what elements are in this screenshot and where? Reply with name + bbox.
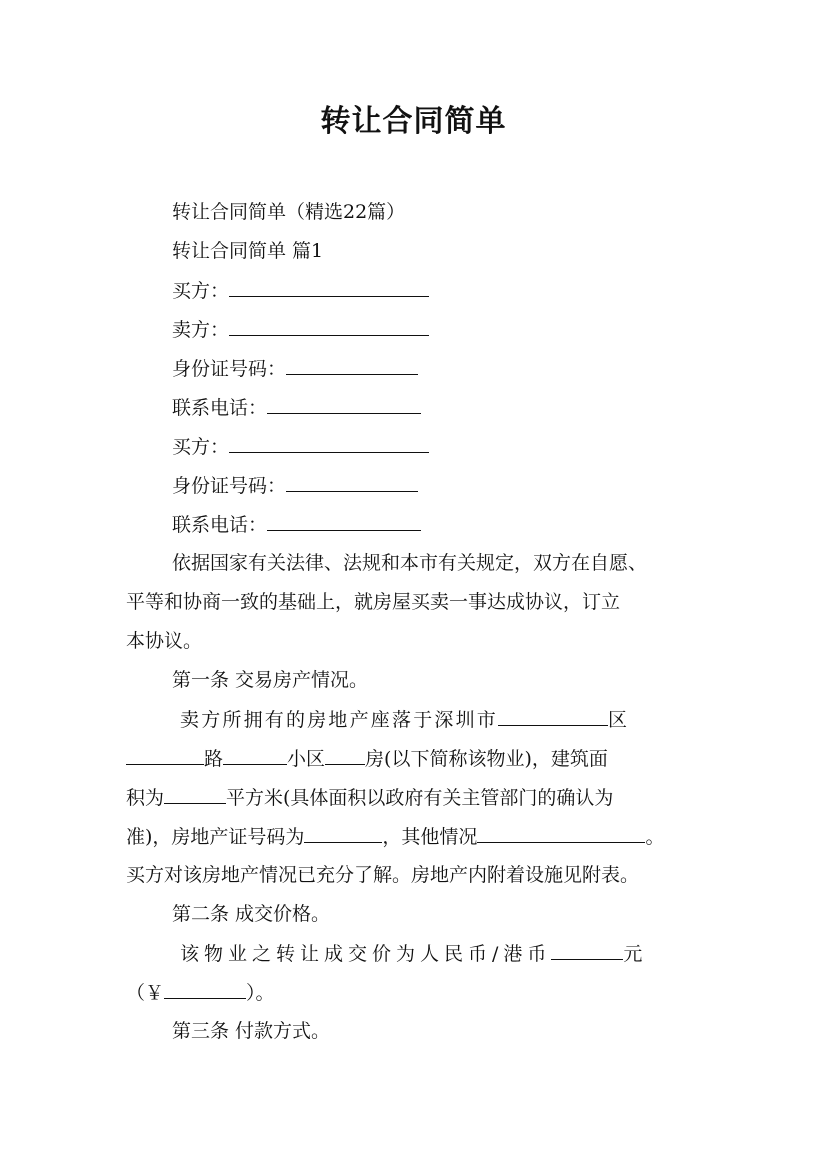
intro-line-3: 本协议。	[126, 630, 203, 652]
buyer-field	[172, 276, 429, 305]
article1-text: 卖方所拥有的房地产座落于深圳市	[180, 709, 499, 731]
article1-line-1	[180, 705, 629, 734]
article2-heading: 第二条 成交价格。	[172, 903, 331, 925]
community-blank[interactable]	[223, 744, 287, 765]
article1-line-2	[126, 744, 608, 773]
buyer2-blank[interactable]	[229, 432, 429, 453]
price-figure-blank[interactable]	[164, 978, 246, 999]
phone2-field	[172, 510, 421, 539]
article2-text: ）。	[246, 982, 275, 1004]
document-subtitle: 转让合同简单（精选22篇）	[172, 201, 406, 223]
road-blank[interactable]	[126, 744, 204, 765]
certificate-number-blank[interactable]	[304, 822, 382, 843]
buyer2-label: 买方：	[172, 436, 230, 458]
id-number2-blank[interactable]	[286, 471, 418, 492]
article1-text: 小区	[287, 748, 326, 770]
phone-blank[interactable]	[267, 393, 421, 414]
id-number2-label: 身份证号码：	[172, 475, 287, 497]
room-blank[interactable]	[325, 744, 365, 765]
id-number-blank[interactable]	[286, 354, 418, 375]
phone2-label: 联系电话：	[172, 514, 268, 536]
article1-line-3	[126, 783, 613, 812]
section-heading: 转让合同简单 篇1	[172, 240, 324, 262]
buyer-label: 买方：	[172, 280, 230, 302]
article1-text: 。	[645, 826, 665, 848]
phone2-blank[interactable]	[267, 510, 421, 531]
article1-heading: 第一条 交易房产情况。	[172, 669, 369, 691]
article1-text: 积为	[126, 787, 165, 809]
id-number-field	[172, 354, 418, 383]
article1-line-5: 买方对该房地产情况已充分了解。房地产内附着设施见附表。	[126, 864, 640, 886]
article1-text: ，其他情况	[382, 826, 478, 848]
article2-line-1	[180, 939, 647, 968]
seller-label: 卖方：	[172, 319, 230, 341]
article1-text: 准)，房地产证号码为	[126, 826, 305, 848]
intro-line-1: 依据国家有关法律、法规和本市有关规定，双方在自愿、	[172, 552, 648, 574]
buyer2-field	[172, 432, 429, 461]
seller-field	[172, 315, 429, 344]
id-number2-field	[172, 471, 418, 500]
district-blank[interactable]	[498, 705, 608, 726]
article2-text: （￥	[126, 982, 165, 1004]
other-info-blank[interactable]	[477, 822, 645, 843]
intro-line-2: 平等和协商一致的基础上，就房屋买卖一事达成协议，订立	[126, 591, 621, 613]
article2-line-2	[126, 978, 275, 1007]
seller-blank[interactable]	[229, 315, 429, 336]
area-blank[interactable]	[164, 783, 226, 804]
phone-label: 联系电话：	[172, 397, 268, 419]
id-number-label: 身份证号码：	[172, 358, 287, 380]
article1-text: 路	[204, 748, 224, 770]
buyer-blank[interactable]	[229, 276, 429, 297]
article3-heading: 第三条 付款方式。	[172, 1020, 331, 1042]
article1-text: 区	[608, 709, 630, 731]
article2-text: 该物业之转让成交价为人民币/港币	[180, 943, 552, 965]
article2-text: 元	[623, 943, 648, 965]
document-title: 转让合同简单	[320, 104, 507, 139]
price-blank[interactable]	[551, 939, 623, 960]
article1-text: 房(以下简称该物业)，建筑面	[365, 748, 608, 770]
article1-line-4	[126, 822, 664, 851]
phone-field	[172, 393, 421, 422]
article1-text: 平方米(具体面积以政府有关主管部门的确认为	[226, 787, 614, 809]
